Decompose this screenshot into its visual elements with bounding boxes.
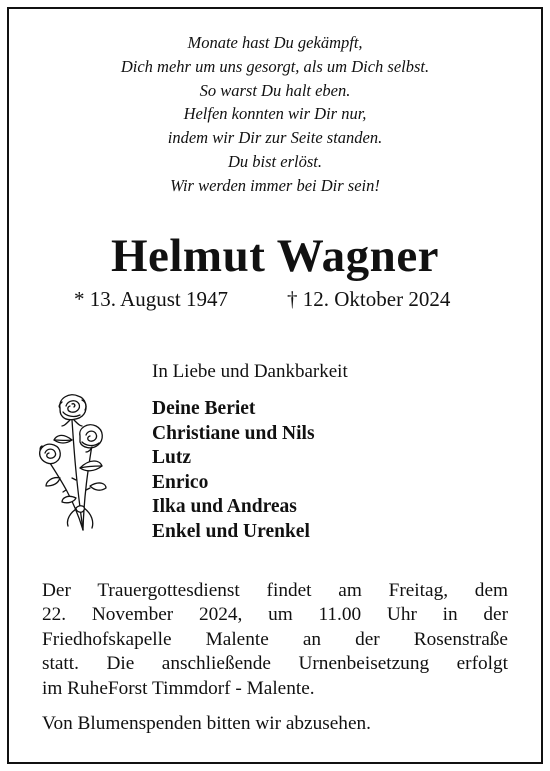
mourner-name: Deine Beriet [152,398,256,419]
flowers-note: Von Blumenspenden bitten wir abzusehen. [42,713,371,734]
service-line: 22. November 2024, um 11.00 Uhr in der [42,604,508,626]
birth-date: * 13. August 1947 [74,287,229,311]
service-announcement [42,579,508,701]
rose-bouquet-icon [36,390,116,540]
mourner-name: Christiane und Nils [152,422,315,444]
deceased-name: Helmut Wagner [110,230,440,282]
poem-line: Monate hast Du gekämpft, [187,33,363,52]
mourner-name: Ilka und Andreas [152,496,297,517]
poem-line: Helfen konnten wir Dir nur, [183,104,367,124]
service-line: Der Trauergottesdienst findet am Freitag, dem [42,580,508,601]
service-line: Friedhofskapelle Malente an der Rosenstraße [42,628,508,650]
mourner-name: Lutz [152,447,191,468]
mourner-name: Enkel und Urenkel [152,520,310,542]
poem-line: Du bist erlöst. [228,151,322,171]
mourners-list [152,397,315,544]
poem-line: Wir werden immer bei Dir sein! [170,175,380,195]
death-date: † 12. Oktober 2024 [287,287,451,311]
service-line: im RuheForst Timmdorf - Malente. [42,677,315,699]
poem-line: So warst Du halt eben. [199,80,351,100]
poem-line: indem wir Dir zur Seite standen. [167,128,383,148]
poem [0,31,550,198]
service-line: statt. Die anschließende Urnenbeisetzung erfolgt [42,653,508,675]
dedication: In Liebe und Dankbarkeit [152,361,348,382]
poem-line: Dich mehr um uns gesorgt, als um Dich selbst. [120,56,430,76]
mourner-name: Enrico [152,471,209,493]
